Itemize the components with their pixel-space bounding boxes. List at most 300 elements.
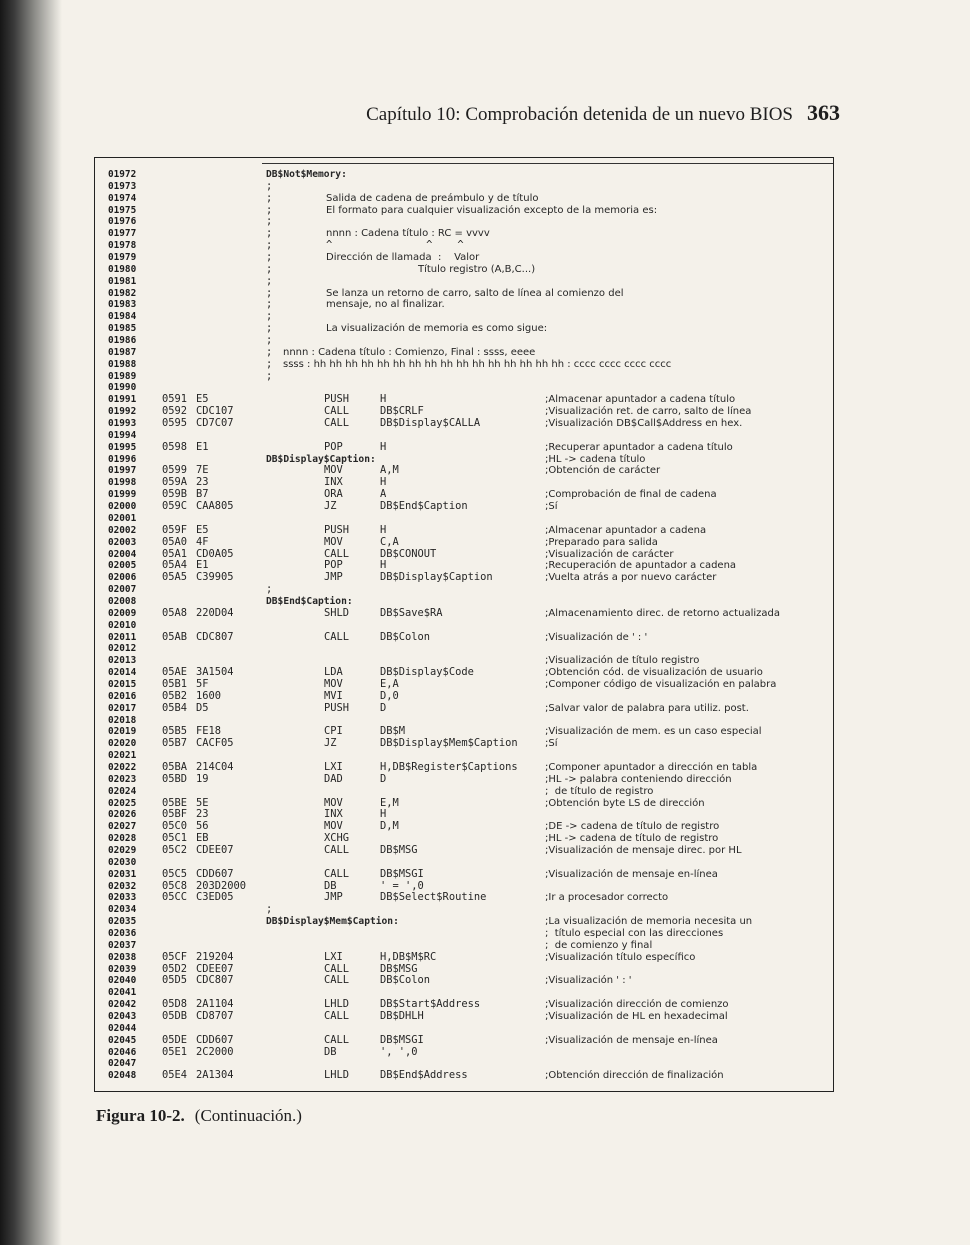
line-number: 02039 [108, 963, 137, 975]
operand: H [380, 440, 387, 453]
line-number: 02040 [108, 975, 137, 987]
comment-text: nnnn : Cadena título : RC = vvvv [326, 228, 490, 240]
line-number: 01994 [108, 429, 137, 441]
operand: D,0 [380, 689, 399, 702]
object-code: 3A1504 [196, 666, 234, 679]
line-number: 01988 [108, 358, 137, 370]
opcode: CALL [324, 405, 350, 418]
opcode: PUSH [324, 701, 350, 714]
opcode: JMP [324, 571, 343, 584]
chapter-title: Capítulo 10: Comprobación detenida de un nuevo BIOS [366, 104, 793, 125]
object-code: 203D2000 [196, 879, 247, 892]
object-code: EB [196, 832, 209, 845]
object-code: B7 [196, 488, 209, 501]
opcode: INX [324, 476, 343, 489]
comment: ;Visualización DB$Call$Address en hex. [545, 418, 743, 430]
line-number: 01993 [108, 418, 137, 430]
address: 05C1 [162, 832, 188, 845]
comment: ;Visualización de mensaje direc. por HL [545, 844, 742, 856]
object-code: 214C04 [196, 760, 234, 773]
line-number: 02036 [108, 928, 137, 939]
caret-markers: ^ ^ ^ [326, 239, 464, 252]
label: DB$Display$Caption: [266, 453, 376, 465]
label: DB$Display$Mem$Caption: [266, 916, 399, 928]
line-number: 02018 [108, 714, 137, 726]
comment: ;Recuperar apuntador a cadena título [545, 441, 733, 453]
line-number: 01986 [108, 335, 137, 347]
opcode: JZ [324, 737, 337, 750]
comment: ;Componer apuntador a dirección en tabla [545, 761, 758, 773]
object-code: 2A1104 [196, 998, 234, 1011]
line-number: 02012 [108, 643, 137, 655]
object-code: CDEE07 [196, 843, 234, 856]
address: 05AB [162, 630, 188, 643]
opcode: CALL [324, 417, 350, 430]
comment-marker: ; [266, 903, 273, 916]
object-code: CDC807 [196, 974, 234, 987]
opcode: DB [324, 879, 337, 892]
line-number: 01991 [108, 394, 137, 406]
object-code: CAA805 [196, 500, 234, 513]
address: 0595 [162, 417, 188, 430]
opcode: LHLD [324, 1069, 350, 1082]
operand: DB$Colon [380, 974, 431, 987]
address: 059C [162, 500, 188, 513]
object-code: 7E [196, 464, 209, 477]
address: 05C0 [162, 820, 188, 833]
line-number: 02017 [108, 702, 137, 714]
comment-text: Salida de cadena de preámbulo y de título [326, 192, 539, 204]
operand: DB$CRLF [380, 405, 424, 418]
comment-marker: ; [266, 203, 273, 216]
object-code: E5 [196, 393, 209, 406]
comment: ;Visualización de HL en hexadecimal [545, 1011, 728, 1023]
address: 0592 [162, 405, 188, 418]
comment-marker: ; [266, 357, 273, 370]
address: 05A4 [162, 559, 188, 572]
line-number: 01973 [108, 180, 137, 192]
address: 05DE [162, 1033, 188, 1046]
comment-text: Dirección de llamada : Valor [326, 252, 480, 264]
object-code: 2C2000 [196, 1045, 234, 1058]
address: 059B [162, 488, 188, 501]
line-number: 01989 [108, 370, 137, 382]
line-number: 01996 [108, 453, 137, 465]
opcode: LXI [324, 760, 343, 773]
line-number: 02035 [108, 916, 137, 928]
address: 05E4 [162, 1069, 188, 1082]
line-number: 02029 [108, 844, 137, 856]
address: 05BF [162, 808, 188, 821]
address: 05A5 [162, 571, 188, 584]
line-number: 02047 [108, 1058, 137, 1070]
operand: C,A [380, 535, 399, 548]
operand: DB$Display$Mem$Caption [380, 737, 518, 750]
address: 05B5 [162, 725, 188, 738]
comment: ;Almacenamiento direc. de retorno actualizada [545, 607, 780, 619]
line-number: 02034 [108, 904, 137, 916]
running-head [0, 100, 840, 128]
comment: ;Recuperación de apuntador a cadena [545, 560, 737, 572]
opcode: CALL [324, 867, 350, 880]
line-number: 01992 [108, 406, 137, 418]
line-number: 02013 [108, 655, 137, 667]
opcode: LDA [324, 666, 343, 679]
line-number: 02037 [108, 939, 137, 951]
object-code: CDD607 [196, 867, 234, 880]
address: 05CC [162, 891, 188, 904]
operand: DB$End$Address [380, 1069, 468, 1082]
line-number: 02038 [108, 951, 137, 963]
address: 05AE [162, 666, 188, 679]
line-number: 01983 [108, 299, 137, 311]
line-number: 02002 [108, 524, 137, 536]
line-number: 02014 [108, 667, 137, 679]
line-number: 01979 [108, 252, 137, 264]
comment: ; título especial con las direcciones [545, 928, 724, 939]
comment: ;Obtención cód. de visualización de usuario [545, 667, 763, 679]
address: 059A [162, 476, 188, 489]
operand: H [380, 476, 387, 489]
comment-marker: ; [266, 310, 273, 323]
opcode: XCHG [324, 832, 350, 845]
address: 05B1 [162, 677, 188, 690]
comment: ;Vuelta atrás a por nuevo carácter [545, 572, 717, 584]
comment-marker: ; [266, 345, 273, 358]
object-code: C3ED05 [196, 891, 234, 904]
line-number: 01980 [108, 263, 137, 275]
line-number: 01977 [108, 228, 137, 240]
opcode: MOV [324, 796, 343, 809]
object-code: 23 [196, 808, 209, 821]
line-number: 02030 [108, 856, 137, 868]
line-number: 02006 [108, 572, 137, 584]
line-number: 02043 [108, 1011, 137, 1023]
opcode: CALL [324, 630, 350, 643]
opcode: INX [324, 808, 343, 821]
line-number: 02022 [108, 761, 137, 773]
object-code: CD7C07 [196, 417, 234, 430]
comment: ;Obtención de carácter [545, 465, 661, 477]
operand: H,DB$M$RC [380, 950, 437, 963]
line-number: 02010 [108, 619, 137, 631]
comment: ;Ir a procesador correcto [545, 892, 669, 904]
operand: H,DB$Register$Captions [380, 760, 518, 773]
line-number: 02048 [108, 1070, 137, 1082]
opcode: MOV [324, 820, 343, 833]
operand: DB$End$Caption [380, 500, 468, 513]
object-code: CDC807 [196, 630, 234, 643]
line-number: 02026 [108, 809, 137, 821]
comment-marker: ; [266, 369, 273, 382]
address: 0599 [162, 464, 188, 477]
object-code: CDEE07 [196, 962, 234, 975]
figure-label: Figura 10-2. [96, 1106, 185, 1125]
line-number: 01990 [108, 382, 137, 394]
address: 0591 [162, 393, 188, 406]
comment: ;Obtención byte LS de dirección [545, 797, 705, 809]
comment: ;Componer código de visualización en palabra [545, 678, 777, 690]
line-number: 02024 [108, 785, 137, 797]
opcode: POP [324, 559, 343, 572]
comment-marker: ; [266, 298, 273, 311]
line-number: 02028 [108, 833, 137, 845]
line-number: 02000 [108, 501, 137, 513]
line-number: 02021 [108, 750, 137, 762]
comment: ;Sí [545, 738, 558, 750]
opcode: MVI [324, 689, 343, 702]
comment-text: La visualización de memoria es como sigue: [326, 323, 548, 335]
object-code: 220D04 [196, 606, 234, 619]
address: 05A0 [162, 535, 188, 548]
comment: ;Visualización título específico [545, 951, 696, 963]
opcode: MOV [324, 535, 343, 548]
line-number: 02011 [108, 631, 137, 643]
comment-marker: ; [266, 286, 273, 299]
comment: ;Visualización de mem. es un caso especial [545, 726, 762, 738]
operand: DB$MSGI [380, 1033, 424, 1046]
comment-text: Se lanza un retorno de carro, salto de línea al comienzo del [326, 287, 624, 299]
comment: ;Visualización de carácter [545, 548, 674, 560]
comment: ;Sí [545, 501, 558, 513]
operand: A [380, 488, 387, 501]
line-number: 02003 [108, 536, 137, 548]
comment-marker: ; [266, 191, 273, 204]
comment: ; de comienzo y final [545, 939, 653, 951]
object-code: CD0A05 [196, 547, 234, 560]
label: DB$Not$Memory: [266, 169, 347, 180]
comment: ;HL -> palabra conteniendo dirección [545, 773, 732, 785]
address: 05A8 [162, 606, 188, 619]
line-number: 01998 [108, 477, 137, 489]
line-number: 02020 [108, 738, 137, 750]
format-description: ssss : hh hh hh hh hh hh hh hh hh hh hh hh hh hh hh hh : cccc cccc cccc cccc [283, 358, 672, 370]
comment: ;Visualización de título registro [545, 655, 700, 667]
line-number: 01975 [108, 204, 137, 216]
comment-marker: ; [266, 274, 273, 287]
object-code: E1 [196, 440, 209, 453]
address: 0598 [162, 440, 188, 453]
object-code: 56 [196, 820, 209, 833]
opcode: CPI [324, 725, 343, 738]
comment-marker: ; [266, 583, 273, 596]
book-gutter-shadow [0, 0, 62, 1245]
operand: D [380, 772, 387, 785]
line-number: 02044 [108, 1022, 137, 1034]
opcode: CALL [324, 1033, 350, 1046]
operand: DB$Colon [380, 630, 431, 643]
address: 05C8 [162, 879, 188, 892]
object-code: 2A1304 [196, 1069, 234, 1082]
comment: ;Almacenar apuntador a cadena [545, 524, 707, 536]
operand: D,M [380, 820, 399, 833]
line-number: 02001 [108, 512, 137, 524]
line-number: 02032 [108, 880, 137, 892]
object-code: 5E [196, 796, 209, 809]
comment: ;DE -> cadena de título de registro [545, 821, 720, 833]
operand: ' = ',0 [380, 879, 424, 892]
operand: DB$Display$Code [380, 666, 474, 679]
object-code: 19 [196, 772, 209, 785]
operand: A,M [380, 464, 399, 477]
address: 05E1 [162, 1045, 188, 1058]
address: 05CF [162, 950, 188, 963]
address: 05A1 [162, 547, 188, 560]
line-number: 02046 [108, 1046, 137, 1058]
comment-marker: ; [266, 215, 273, 228]
object-code: 4F [196, 535, 209, 548]
operand: DB$CONOUT [380, 547, 437, 560]
line-number: 01978 [108, 240, 137, 252]
comment: ;Obtención dirección de finalización [545, 1070, 724, 1082]
comment: ;Almacenar apuntador a cadena título [545, 394, 736, 406]
operand: DB$MSGI [380, 867, 424, 880]
opcode: PUSH [324, 393, 350, 406]
object-code: CD8707 [196, 1010, 234, 1023]
address: 05B4 [162, 701, 188, 714]
opcode: ORA [324, 488, 343, 501]
opcode: MOV [324, 464, 343, 477]
figure-caption-text: (Continuación.) [194, 1106, 302, 1125]
opcode: CALL [324, 547, 350, 560]
line-number: 01999 [108, 489, 137, 501]
figure-caption [96, 1106, 302, 1126]
comment: ;Salvar valor de palabra para utiliz. post. [545, 702, 749, 714]
line-number: 02016 [108, 690, 137, 702]
operand: DB$Display$CALLA [380, 417, 481, 430]
line-number: 02031 [108, 868, 137, 880]
object-code: 219204 [196, 950, 234, 963]
operand: ', ',0 [380, 1045, 418, 1058]
operand: H [380, 559, 387, 572]
opcode: SHLD [324, 606, 350, 619]
comment-marker: ; [266, 179, 273, 192]
comment-marker: ; [266, 334, 273, 347]
object-code: 5F [196, 677, 209, 690]
address: 05BA [162, 760, 188, 773]
operand: DB$DHLH [380, 1010, 424, 1023]
opcode: JZ [324, 500, 337, 513]
line-number: 02009 [108, 607, 137, 619]
opcode: POP [324, 440, 343, 453]
opcode: LXI [324, 950, 343, 963]
comment: ;Visualización de ' : ' [545, 631, 648, 643]
address: 05D2 [162, 962, 188, 975]
object-code: C39905 [196, 571, 234, 584]
label: DB$End$Caption: [266, 595, 353, 607]
comment-text: El formato para cualquier visualización excepto de la memoria es: [326, 204, 658, 216]
line-number: 01982 [108, 287, 137, 299]
line-number: 02004 [108, 548, 137, 560]
address: 059F [162, 523, 188, 536]
address: 05C2 [162, 843, 188, 856]
comment-text: mensaje, no al finalizar. [326, 299, 445, 311]
operand: DB$Start$Address [380, 998, 481, 1011]
page-number: 363 [807, 100, 840, 125]
object-code: D5 [196, 701, 209, 714]
opcode: PUSH [324, 523, 350, 536]
opcode: DAD [324, 772, 343, 785]
comment-marker: ; [266, 251, 273, 264]
address: 05BD [162, 772, 188, 785]
line-number: 02023 [108, 773, 137, 785]
listing-header-rule [262, 163, 833, 164]
operand: DB$Select$Routine [380, 891, 487, 904]
comment-text: Título registro (A,B,C...) [418, 263, 536, 275]
comment-marker: ; [266, 227, 273, 240]
comment: ;Visualización ret. de carro, salto de línea [545, 406, 752, 418]
line-number: 01981 [108, 275, 137, 287]
comment-marker: ; [266, 239, 273, 252]
line-number: 02041 [108, 987, 137, 999]
object-code: E5 [196, 523, 209, 536]
opcode: CALL [324, 843, 350, 856]
line-number: 02019 [108, 726, 137, 738]
line-number: 02025 [108, 797, 137, 809]
line-number: 01972 [108, 169, 137, 180]
operand: DB$MSG [380, 962, 418, 975]
operand: H [380, 808, 387, 821]
address: 05BE [162, 796, 188, 809]
line-number: 02008 [108, 595, 137, 607]
object-code: FE18 [196, 725, 222, 738]
address: 05C5 [162, 867, 188, 880]
comment: ;HL -> cadena de título de registro [545, 833, 719, 845]
comment: ;HL -> cadena título [545, 453, 646, 465]
operand: DB$Display$Caption [380, 571, 493, 584]
line-number: 01985 [108, 323, 137, 335]
object-code: E1 [196, 559, 209, 572]
line-number: 01995 [108, 441, 137, 453]
address: 05D5 [162, 974, 188, 987]
line-number: 01997 [108, 465, 137, 477]
line-number: 02007 [108, 584, 137, 596]
opcode: JMP [324, 891, 343, 904]
operand: DB$Save$RA [380, 606, 443, 619]
operand: DB$M [380, 725, 406, 738]
line-number: 02015 [108, 678, 137, 690]
address: 05DB [162, 1010, 188, 1023]
comment-marker: ; [266, 262, 273, 275]
object-code: 23 [196, 476, 209, 489]
operand: DB$MSG [380, 843, 418, 856]
line-number: 01987 [108, 346, 137, 358]
address: 05B7 [162, 737, 188, 750]
operand: E,A [380, 677, 399, 690]
line-number: 02027 [108, 821, 137, 833]
object-code: CACF05 [196, 737, 234, 750]
line-number: 01984 [108, 311, 137, 323]
line-number: 01976 [108, 216, 137, 228]
comment: ;Visualización de mensaje en-línea [545, 868, 718, 880]
line-number: 01974 [108, 192, 137, 204]
comment: ; de título de registro [545, 785, 654, 797]
line-number: 02005 [108, 560, 137, 572]
comment: ;La visualización de memoria necesita un [545, 916, 753, 928]
comment: ;Preparado para salida [545, 536, 658, 548]
comment: ;Visualización dirección de comienzo [545, 999, 729, 1011]
opcode: CALL [324, 1010, 350, 1023]
format-description: nnnn : Cadena título : Comienzo, Final : ssss, eeee [283, 346, 536, 358]
line-number: 02042 [108, 999, 137, 1011]
object-code: CDD607 [196, 1033, 234, 1046]
opcode: DB [324, 1045, 337, 1058]
comment: ;Comprobación de final de cadena [545, 489, 717, 501]
address: 05B2 [162, 689, 188, 702]
opcode: CALL [324, 962, 350, 975]
address: 05D8 [162, 998, 188, 1011]
opcode: CALL [324, 974, 350, 987]
